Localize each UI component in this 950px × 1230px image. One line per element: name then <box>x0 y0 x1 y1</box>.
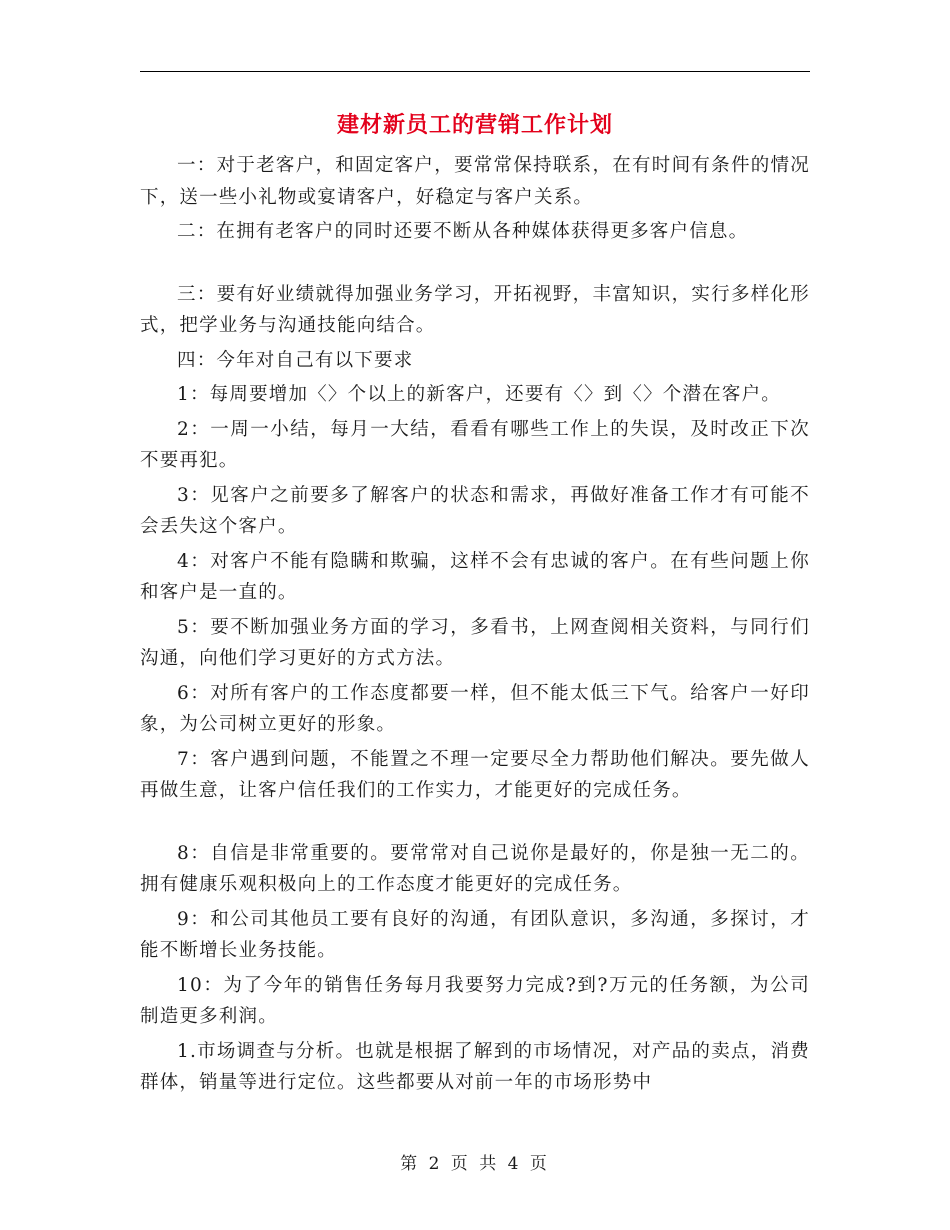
paragraph-4: 四：今年对自己有以下要求 <box>177 349 414 371</box>
header-rule <box>140 71 810 72</box>
paragraph-8: 4：对客户不能有隐瞒和欺骗，这样不会有忠诚的客户。在有些问题上你和客户是一直的。 <box>140 550 810 603</box>
document-title: 建材新员工的营销工作计划 <box>336 112 613 138</box>
paragraph-6: 2：一周一小结，每月一大结，看看有哪些工作上的失误，及时改正下次不要再犯。 <box>140 418 810 471</box>
paragraph-7: 3：见客户之前要多了解客户的状态和需求，再做好准备工作才有可能不会丢失这个客户。 <box>140 484 810 537</box>
paragraph-11: 7：客户遇到问题，不能置之不理一定要尽全力帮助他们解决。要先做人再做生意，让客户信任我们的工作实力，才能更好的完成任务。 <box>140 748 810 801</box>
paragraph-13: 9：和公司其他员工要有良好的沟通，有团队意识，多沟通，多探讨，才能不断增长业务技能。 <box>140 908 810 961</box>
paragraph-10: 6：对所有客户的工作态度都要一样，但不能太低三下气。给客户一好印象，为公司树立更好的形象。 <box>140 682 810 735</box>
paragraph-12: 8：自信是非常重要的。要常常对自己说你是最好的，你是独一无二的。拥有健康乐观积极向上的工作态度才能更好的完成任务。 <box>140 842 810 895</box>
paragraph-5: 1：每周要增加〈〉个以上的新客户，还要有〈〉到〈〉个潜在客户。 <box>177 384 781 405</box>
paragraph-15: 1.市场调查与分析。也就是根据了解到的市场情况，对产品的卖点，消费群体，销量等进行定位。这些都要从对前一年的市场形势中 <box>140 1040 810 1093</box>
paragraph-1: 一：对于老客户，和固定客户，要常常保持联系，在有时间有条件的情况下，送一些小礼物或宴请客户，好稳定与客户关系。 <box>140 155 810 208</box>
paragraph-9: 5：要不断加强业务方面的学习，多看书，上网查阅相关资料，与同行们沟通，向他们学习更好的方式方法。 <box>140 616 810 669</box>
document-body <box>140 150 810 1102</box>
page-footer: 第 2 页 共 4 页 <box>400 1154 550 1174</box>
paragraph-3: 三：要有好业绩就得加强业务学习，开拓视野，丰富知识，实行多样化形式，把学业务与沟通技能向结合。 <box>140 283 810 336</box>
paragraph-2: 二：在拥有老客户的同时还要不断从各种媒体获得更多客户信息。 <box>177 221 749 242</box>
paragraph-14: 10：为了今年的销售任务每月我要努力完成?到?万元的任务额，为公司制造更多利润。 <box>140 974 810 1027</box>
